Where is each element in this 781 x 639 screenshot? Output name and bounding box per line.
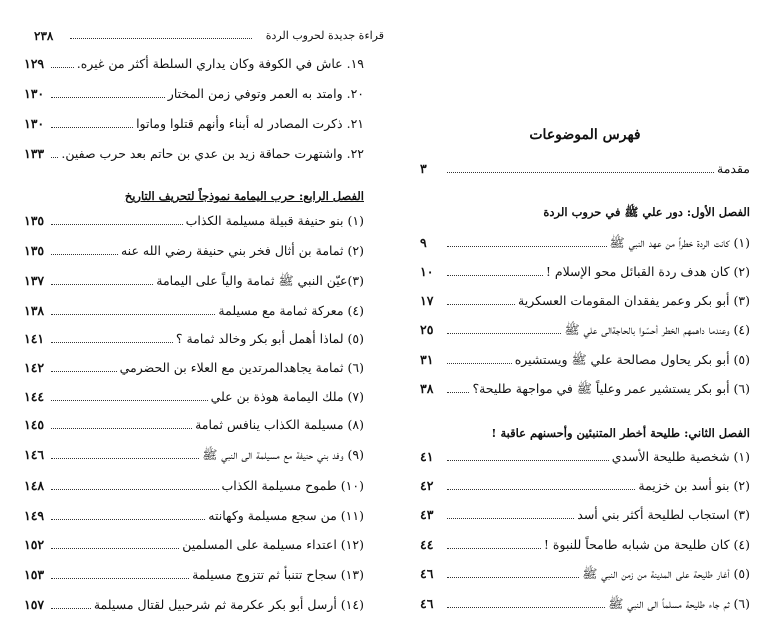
toc-entry — [420, 380, 750, 398]
toc-entry — [420, 321, 750, 339]
dot-leader — [51, 370, 117, 372]
dot-leader — [447, 171, 714, 173]
dot-leader — [51, 156, 58, 158]
dot-leader — [447, 576, 579, 578]
toc-entry-page: ١٢٩ — [24, 56, 45, 71]
toc-entry-text: (٩) وفد بني حنيفة مع مسيلمة الى النبي ﷺ — [202, 447, 364, 462]
toc-entry-page: ١٤٦ — [24, 447, 45, 462]
dot-leader — [447, 245, 607, 247]
toc-entry-page: ١٤٤ — [24, 389, 45, 404]
dot-leader — [51, 341, 173, 343]
dot-leader — [51, 607, 91, 609]
toc-entry-text: ٢٢. واشتهرت حماقة زيد بن عدي بن حاتم بعد حرب صفين. — [61, 146, 364, 161]
dot-leader — [51, 126, 133, 128]
toc-entry — [24, 388, 364, 406]
toc-entry — [24, 242, 364, 260]
toc-entry-page: ١٤٨ — [24, 478, 45, 493]
toc-entry-page: ١٣٣ — [24, 146, 45, 161]
dot-leader — [447, 459, 609, 461]
toc-entry-page: ١٤١ — [24, 331, 45, 346]
toc-entry — [420, 292, 750, 310]
toc-entry-page: ١٧ — [420, 293, 434, 308]
toc-entry-text: (٦) ثم جاء طليحة مسلماً الى النبي ﷺ — [608, 596, 750, 611]
toc-entry-page: ١٥٢ — [24, 537, 45, 552]
toc-entry — [24, 507, 364, 525]
toc-entry-text: (٣)عيّن النبي ﷺ ثمامة والياً على اليمامة — [156, 273, 364, 288]
toc-entry-page: ١٣٥ — [24, 243, 45, 258]
dot-leader — [447, 362, 512, 364]
toc-entry — [24, 55, 364, 73]
toc-entry-page: ٩ — [420, 235, 427, 250]
toc-entry-text: (٤) معركة ثمامة مع مسيلمة — [218, 303, 364, 318]
page-number: ٢٣٨ — [34, 29, 54, 43]
toc-entry-text: (١٢) اعتداء مسيلمة على المسلمين — [182, 537, 364, 552]
toc-entry-page: ٤٦ — [420, 566, 434, 581]
page-header — [34, 29, 384, 43]
toc-entry-text: مقدمة — [717, 161, 750, 176]
toc-entry — [24, 115, 364, 133]
dot-leader — [51, 96, 165, 98]
running-title: قراءة جديدة لحروب الردة — [265, 29, 384, 42]
toc-entry — [420, 595, 750, 613]
toc-entry-text: (١) بنو حنيفة قبيلة مسيلمة الكذاب — [185, 213, 364, 228]
toc-entry-text: (٢) بنو أسد بن خزيمة — [638, 478, 750, 493]
toc-entry-page: ١٠ — [420, 264, 434, 279]
toc-entry-page: ٤١ — [420, 449, 434, 464]
toc-entry-text: ١٩. عاش في الكوفة وكان يداري السلطة أكثر من غيره. — [76, 56, 364, 71]
dot-leader — [51, 66, 74, 68]
dot-leader — [51, 223, 183, 225]
dot-leader — [51, 313, 215, 315]
toc-entry — [24, 85, 364, 103]
dot-leader — [447, 547, 541, 549]
toc-entry — [420, 506, 750, 524]
toc-entry — [24, 145, 364, 163]
toc-entry-text: (٦) أبو بكر يستشير عمر وعلياً ﷺ في مواجهة طليحة؟ — [472, 381, 750, 396]
dot-leader — [447, 274, 543, 276]
dot-leader — [51, 518, 205, 520]
toc-entry-page: ٤٣ — [420, 507, 434, 522]
toc-entry — [420, 263, 750, 281]
toc-entry-text: (٥) لماذا أهمل أبو بكر وخالد ثمامة ؟ — [175, 331, 364, 346]
dot-leader — [447, 332, 561, 334]
toc-entry-text: (٤) كان طليحة من شبابه طامحاً للنبوة ! — [543, 537, 750, 552]
toc-entry-text: (٢) ثمامة بن أثال فخر بني حنيفة رضي الله عنه — [120, 243, 364, 258]
header-rule — [70, 38, 252, 39]
toc-entry-text: (١) شخصية طليحة الأسدي — [611, 449, 750, 464]
toc-entry-page: ٤٢ — [420, 478, 434, 493]
dot-leader — [51, 488, 219, 490]
toc-entry — [420, 351, 750, 369]
toc-entry — [24, 330, 364, 348]
toc-entry-page: ١٣٠ — [24, 86, 45, 101]
toc-entry — [24, 566, 364, 584]
toc-entry — [420, 477, 750, 495]
toc-entry-page: ١٣٠ — [24, 116, 45, 131]
toc-entry-text: ٢١. ذكرت المصادر له أبناء وأنهم قتلوا وماتوا — [136, 116, 364, 131]
toc-entry-page: ٣١ — [420, 352, 434, 367]
toc-entry-text: (١١) من سجع مسيلمة وكهانته — [208, 508, 364, 523]
toc-entry-page: ١٣٧ — [24, 273, 45, 288]
toc-entry-page: ١٥٣ — [24, 567, 45, 582]
dot-leader — [447, 488, 635, 490]
toc-entry-text: (٨) مسيلمة الكذاب ينافس ثمامة — [195, 417, 364, 432]
toc-entry-text: (٣) أبو بكر وعمر يفقدان المقومات العسكرية — [518, 293, 750, 308]
toc-entry — [24, 446, 364, 464]
toc-entry-text: (٣) استجاب لطليحة أكثر بني أسد — [577, 507, 750, 522]
toc-entry-text: (٥) أغار طليحة على المدينة من زمن النبي ﷺ — [582, 566, 750, 581]
toc-entry-page: ٤٤ — [420, 537, 434, 552]
toc-entry-page: ٣٨ — [420, 381, 434, 396]
chapter-heading: الفصل الأول: دور علي ﷺ في حروب الردة — [543, 205, 750, 219]
toc-entry — [24, 477, 364, 495]
toc-entry — [24, 212, 364, 230]
dot-leader — [51, 253, 118, 255]
toc-entry-page: ١٤٩ — [24, 508, 45, 523]
dot-leader — [447, 303, 515, 305]
toc-entry — [420, 160, 750, 178]
dot-leader — [447, 391, 469, 393]
toc-entry-text: (١) كانت الردة خطراً من عهد النبي ﷺ — [609, 235, 750, 250]
toc-entry-text: (٧) ملك اليمامة هوذة بن علي — [210, 389, 364, 404]
dot-leader — [51, 577, 189, 579]
toc-entry — [420, 536, 750, 554]
toc-entry-text: (٤) وعندما داهمهم الخطر أحسّوا بالحاجةالى علي ﷺ — [564, 322, 750, 337]
toc-entry-page: ١٥٧ — [24, 597, 45, 612]
toc-entry — [24, 416, 364, 434]
toc-entry-text: (١٣) سجاح تتنبأ ثم تتزوج مسيلمة — [192, 567, 364, 582]
dot-leader — [51, 457, 199, 459]
toc-entry-page: ١٤٥ — [24, 417, 45, 432]
dot-leader — [51, 427, 192, 429]
toc-entry-page: ٤٦ — [420, 596, 434, 611]
toc-entry — [24, 596, 364, 614]
toc-entry-text: (١٠) طموح مسيلمة الكذاب — [221, 478, 364, 493]
toc-entry-page: ١٣٥ — [24, 213, 45, 228]
chapter-heading: الفصل الثاني: طليحة أخطر المتنبئين وأحسنهم عاقبة ! — [491, 426, 750, 440]
toc-entry-text: (٢) كان هدف ردة القبائل محو الإسلام ! — [545, 264, 750, 279]
toc-entry — [24, 272, 364, 290]
toc-entry-text: (١٤) أرسل أبو بكر عكرمة ثم شرحبيل لقتال مسيلمة — [93, 597, 364, 612]
toc-entry — [420, 234, 750, 252]
toc-entry — [420, 448, 750, 466]
toc-entry-text: (٦) ثمامة يجاهدالمرتدين مع العلاء بن الحضرمي — [119, 360, 364, 375]
dot-leader — [51, 283, 153, 285]
toc-entry-text: ٢٠. وامتد به العمر وتوفي زمن المختار — [167, 86, 364, 101]
toc-entry-page: ٣ — [420, 161, 427, 176]
dot-leader — [447, 517, 574, 519]
toc-entry — [420, 565, 750, 583]
toc-entry — [24, 536, 364, 554]
toc-entry-page: ١٤٢ — [24, 360, 45, 375]
toc-entry — [24, 302, 364, 320]
index-title: فهرس الموضوعات — [529, 127, 641, 143]
dot-leader — [51, 547, 179, 549]
toc-entry-page: ١٣٨ — [24, 303, 45, 318]
toc-entry-text: (٥) أبو بكر يحاول مصالحة علي ﷺ ويستشيره — [514, 352, 750, 367]
toc-entry — [24, 359, 364, 377]
chapter-heading: الفصل الرابع: حرب اليمامة نموذجاً لتحريف التاريخ — [124, 189, 364, 203]
toc-entry-page: ٢٥ — [420, 322, 434, 337]
dot-leader — [447, 606, 605, 608]
dot-leader — [51, 399, 208, 401]
